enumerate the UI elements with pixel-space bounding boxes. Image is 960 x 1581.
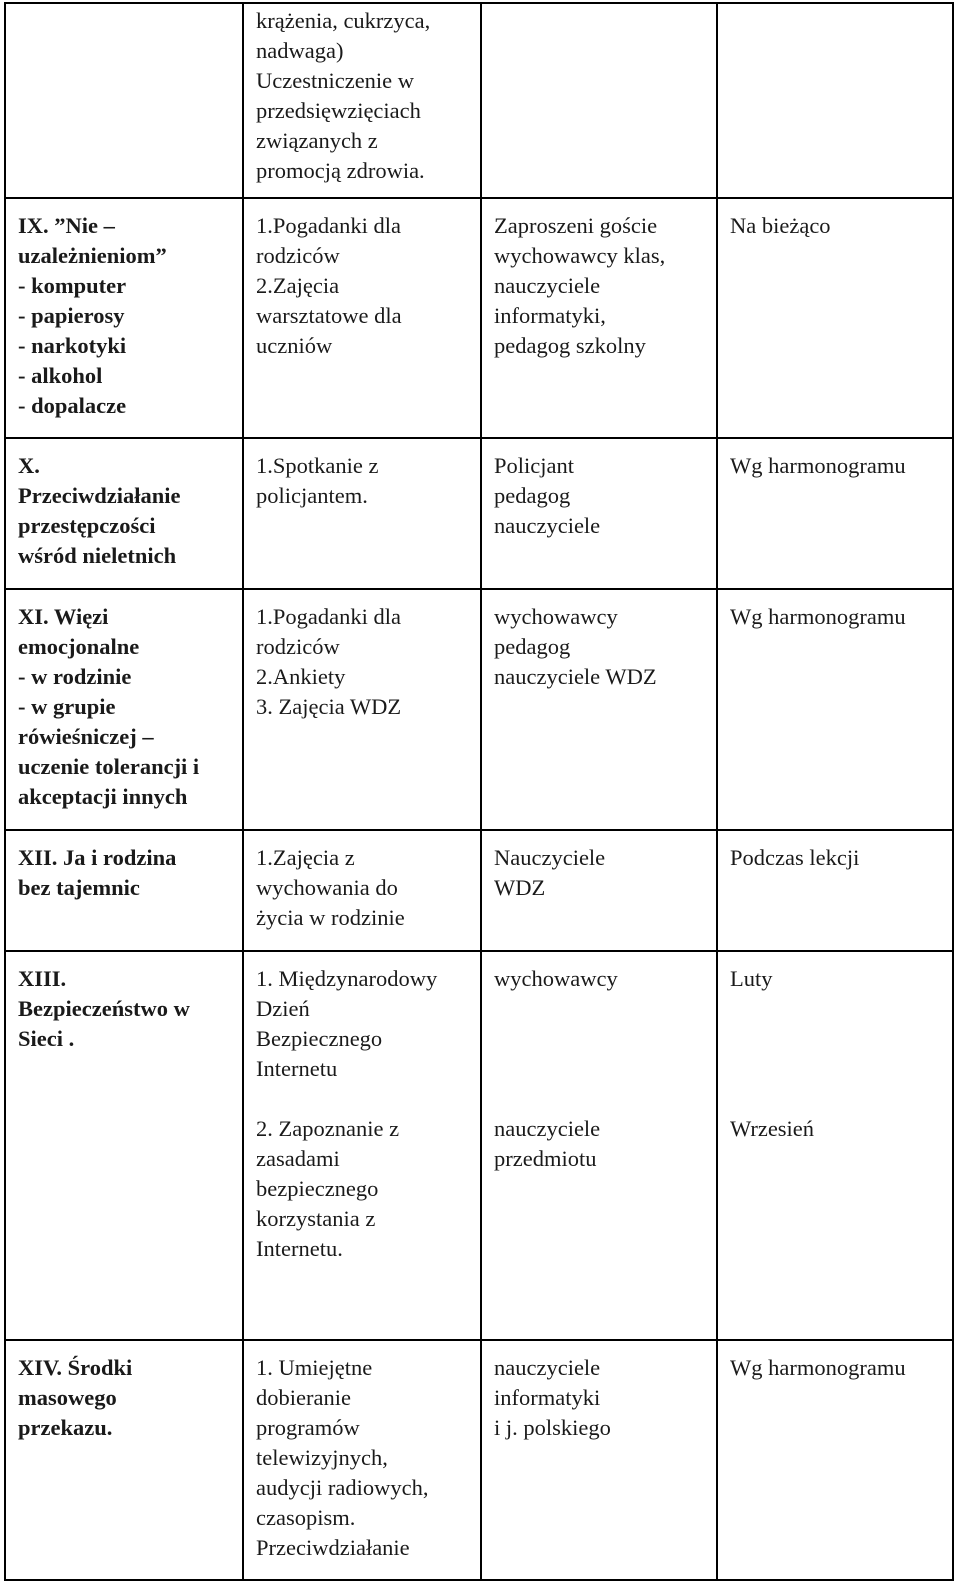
term-cell: Wg harmonogramu xyxy=(717,438,953,589)
method-item: 2. Zapoznanie z zasadami bezpiecznego korzystania z Internetu. xyxy=(256,1116,400,1261)
responsible-cell xyxy=(481,3,717,198)
topic-cell: XII. Ja i rodzina bez tajemnic xyxy=(5,830,243,951)
methods-cell: 1.Spotkanie z policjantem. xyxy=(243,438,481,589)
method-item: 1. Międzynarodowy Dzień Bezpiecznego Internetu xyxy=(256,966,438,1081)
responsible-cell: Nauczyciele WDZ xyxy=(481,830,717,951)
topic-cell: IX. ”Nie – uzależnieniom” - komputer - papierosy - narkotyki - alkohol - dopalacze xyxy=(5,198,243,438)
table-row xyxy=(5,951,953,1340)
term-cell: Wg harmonogramu xyxy=(717,1340,953,1580)
table-row xyxy=(5,830,953,951)
responsible-cell: Zaproszeni goście wychowawcy klas, nauczyciele informatyki, pedagog szkolny xyxy=(481,198,717,438)
methods-cell: krążenia, cukrzyca, nadwaga) Uczestniczenie w przedsięwzięciach związanych z promocją zdrowia. xyxy=(243,3,481,198)
program-table xyxy=(4,2,954,1581)
term-cell: Wg harmonogramu xyxy=(717,589,953,830)
term-cell: Podczas lekcji xyxy=(717,830,953,951)
responsible-cell: Policjant pedagog nauczyciele xyxy=(481,438,717,589)
methods-cell: 1.Pogadanki dla rodziców 2.Ankiety 3. Zajęcia WDZ xyxy=(243,589,481,830)
table-row xyxy=(5,1340,953,1580)
topic-cell xyxy=(5,3,243,198)
topic-cell: X. Przeciwdziałanie przestępczości wśród nieletnich xyxy=(5,438,243,589)
table-row xyxy=(5,438,953,589)
topic-cell: XIII. Bezpieczeństwo w Sieci . xyxy=(5,951,243,1340)
table-row xyxy=(5,3,953,198)
topic-cell: XI. Więzi emocjonalne - w rodzinie - w grupie rówieśniczej – uczenie tolerancji i akceptacji innych xyxy=(5,589,243,830)
methods-cell: 1. Umiejętne dobieranie programów telewizyjnych, audycji radiowych, czasopism. Przeciwdziałanie xyxy=(243,1340,481,1580)
term-cell: Na bieżąco xyxy=(717,198,953,438)
term-item: Wrzesień xyxy=(730,1116,815,1141)
methods-cell xyxy=(243,951,481,1340)
topic-cell: XIV. Środki masowego przekazu. xyxy=(5,1340,243,1580)
responsible-cell: nauczyciele informatyki i j. polskiego xyxy=(481,1340,717,1580)
term-cell xyxy=(717,951,953,1340)
term-item: Luty xyxy=(730,966,773,991)
responsible-cell: wychowawcy pedagog nauczyciele WDZ xyxy=(481,589,717,830)
responsible-item: nauczyciele przedmiotu xyxy=(494,1116,601,1171)
methods-cell: 1.Zajęcia z wychowania do życia w rodzinie xyxy=(243,830,481,951)
responsible-item: wychowawcy xyxy=(494,966,618,991)
methods-cell: 1.Pogadanki dla rodziców 2.Zajęcia warsztatowe dla uczniów xyxy=(243,198,481,438)
table-row xyxy=(5,589,953,830)
term-cell xyxy=(717,3,953,198)
responsible-cell xyxy=(481,951,717,1340)
table-row xyxy=(5,198,953,438)
